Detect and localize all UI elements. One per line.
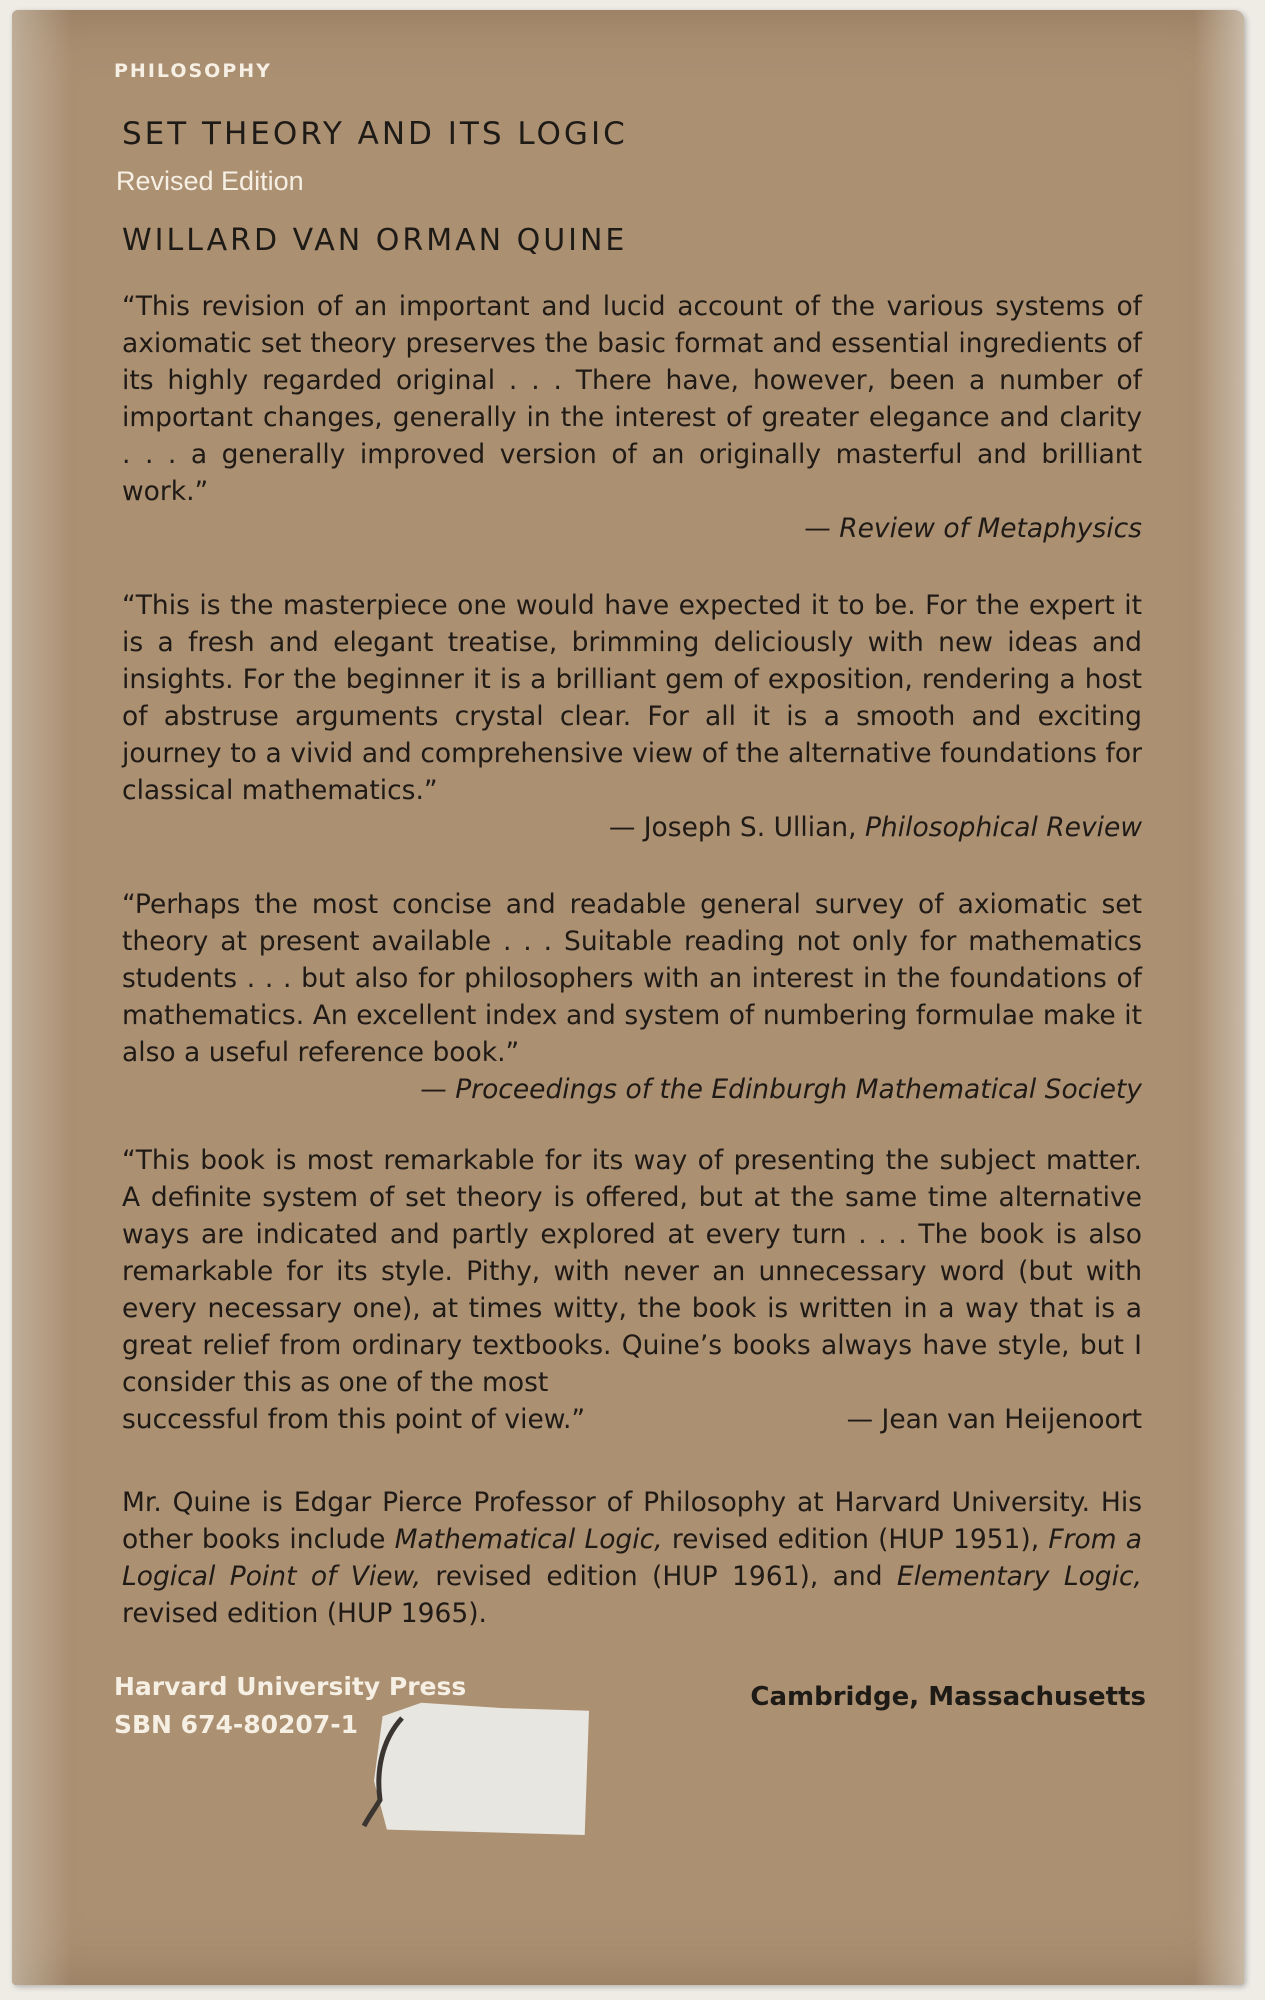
sticker-tear-mark <box>362 1710 422 1830</box>
category-label: PHILOSOPHY <box>114 60 272 82</box>
review-quote-3 <box>122 886 1142 1108</box>
publisher-location: Cambridge, Massachusetts <box>750 1682 1146 1712</box>
quote-last-line: successful from this point of view.” — Jean van Heijenoort <box>122 1401 1142 1438</box>
isbn-number: SBN 674-80207-1 <box>114 1710 358 1739</box>
quote-attribution: — Joseph S. Ullian, Philosophical Review <box>608 812 1142 843</box>
author-name: WILLARD VAN ORMAN QUINE <box>122 223 628 258</box>
quote-attribution: — Jean van Heijenoort <box>846 1404 1142 1435</box>
quote-text: “This revision of an important and lucid account of the various systems of axiomatic set theory preserves the basic format and essential ingredients of its highly regarded original . . . There have, however, been a number of important changes, generally in the interest of greater elegance and clarity . . . a generally improved version of an originally masterful and brilliant work.” <box>122 291 1142 507</box>
book-title: SET THEORY AND ITS LOGIC <box>122 116 628 152</box>
quote-text: “This is the masterpiece one would have expected it to be. For the expert it is a fresh and elegant treatise, brimming deliciously with new ideas and insights. For the beginner it is a brilliant gem of exposition, rendering a host of abstruse arguments crystal clear. For all it is a smooth and exciting journey to a vivid and comprehensive view of the alternative foundations for classical mathematics.” <box>122 590 1142 806</box>
book-back-cover <box>12 10 1244 1985</box>
quote-attribution: — Review of Metaphysics <box>804 513 1142 544</box>
review-quote-2 <box>122 587 1142 846</box>
quote-text: “This book is most remarkable for its way of presenting the subject matter. A definite system of set theory is offered, but at the same time alternative ways are indicated and partly explored at every turn . . . The book is also remarkable for its style. Pithy, with never an unnecessary word (but with every necessary one), at times witty, the book is written in a way that is a great relief from ordinary textbooks. Quine’s books always have style, but I consider this as one of the most <box>122 1145 1142 1398</box>
review-quote-4 <box>122 1142 1142 1438</box>
publisher-name: Harvard University Press <box>114 1672 467 1701</box>
edition-label: Revised Edition <box>116 166 304 196</box>
quote-text: “Perhaps the most concise and readable general survey of axiomatic set theory at present available . . . Suitable reading not only for mathematics students . . . but also for philosophers with an interest in the foundations of mathematics. An excellent index and system of numbering formulae make it also a useful reference book.” <box>122 889 1142 1068</box>
review-quote-1 <box>122 288 1142 547</box>
quote-attribution: — Proceedings of the Edinburgh Mathematical Society <box>420 1074 1142 1105</box>
author-bio: Mr. Quine is Edgar Pierce Professor of Philosophy at Harvard University. His other books include Mathematical Logic, revised edition (HUP 1951), From a Logical Point of View, revised edition (HUP 1961), and Elementary Logic, revised edition (HUP 1965). <box>122 1487 1142 1629</box>
